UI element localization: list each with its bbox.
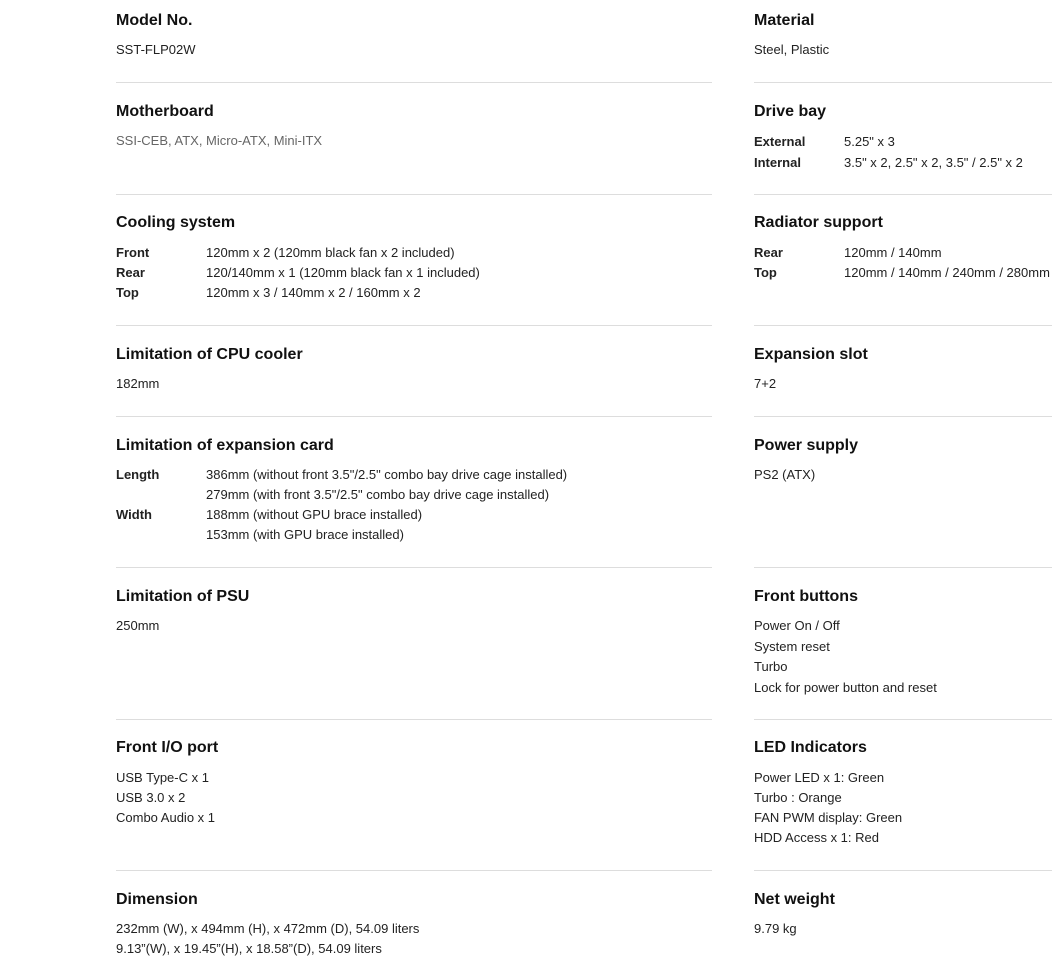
spec-row — [754, 263, 1050, 283]
spec-value: 120mm x 3 / 140mm x 2 / 160mm x 2 — [206, 285, 421, 300]
spec-title: Front I/O port — [116, 739, 219, 756]
divider — [116, 194, 712, 195]
spec-value: Turbo : Orange — [754, 790, 842, 805]
spec-row — [116, 505, 567, 525]
spec-title: Expansion slot — [754, 346, 868, 363]
divider — [116, 82, 712, 83]
spec-dimension — [116, 879, 712, 971]
spec-body — [116, 243, 480, 303]
spec-net-weight — [754, 879, 1052, 971]
spec-body — [754, 243, 1050, 283]
spec-front-io-port — [116, 727, 712, 870]
spec-value: 182mm — [116, 376, 160, 391]
spec-power-supply — [754, 425, 1052, 567]
spec-title: LED Indicators — [754, 739, 867, 756]
spec-value: 3.5" x 2, 2.5" x 2, 3.5" / 2.5" x 2 — [844, 155, 1023, 170]
spec-value: System reset — [754, 638, 830, 654]
spec-key — [116, 525, 206, 545]
spec-row — [116, 263, 480, 283]
divider — [754, 719, 1052, 720]
spec-value: 9.79 kg — [754, 921, 797, 936]
divider — [754, 82, 1052, 83]
spec-body — [116, 465, 567, 545]
spec-value: FAN PWM display: Green — [754, 810, 903, 825]
spec-value: 188mm (without GPU brace installed) — [206, 507, 423, 522]
spec-body — [116, 374, 159, 394]
spec-key: Width — [116, 507, 152, 522]
spec-expansion-slot — [754, 334, 1052, 416]
divider — [116, 325, 712, 326]
spec-drive-bay — [754, 91, 1052, 194]
spec-key: Rear — [116, 265, 145, 280]
spec-led-indicators — [754, 727, 1052, 870]
spec-value: SST-FLP02W — [116, 42, 196, 57]
spec-value: 9.13”(W), x 19.45”(H), x 18.58”(D), 54.09 liters — [116, 941, 382, 956]
spec-value: 153mm (with GPU brace installed) — [206, 527, 404, 542]
spec-key: Internal — [754, 155, 801, 170]
spec-value: 279mm (with front 3.5"/2.5" combo bay drive cage installed) — [206, 487, 550, 502]
spec-key: Top — [116, 285, 139, 300]
spec-front-buttons — [754, 576, 1052, 719]
spec-body — [754, 374, 776, 394]
spec-row — [116, 243, 480, 263]
spec-title: Dimension — [116, 891, 198, 908]
spec-value: USB 3.0 x 2 — [116, 790, 186, 805]
spec-title: Cooling system — [116, 214, 236, 231]
spec-body — [754, 40, 829, 60]
spec-value: Steel, Plastic — [754, 42, 830, 57]
spec-title: Front buttons — [754, 588, 858, 605]
divider — [754, 325, 1052, 326]
spec-title: Limitation of expansion card — [116, 437, 334, 454]
spec-title: Net weight — [754, 891, 835, 908]
spec-value: 7+2 — [754, 376, 777, 391]
spec-expansion-card-limit — [116, 425, 712, 567]
spec-body — [116, 919, 419, 959]
spec-value: 232mm (W), x 494mm (H), x 472mm (D), 54.09 liters — [116, 921, 420, 936]
spec-body — [754, 131, 1023, 173]
spec-row — [754, 243, 1050, 263]
spec-value: 120/140mm x 1 (120mm black fan x 1 included) — [206, 265, 480, 280]
spec-row — [754, 152, 1023, 173]
spec-body — [754, 768, 902, 848]
spec-key: Top — [754, 265, 777, 280]
spec-title: Model No. — [116, 12, 193, 29]
spec-key: Front — [116, 245, 150, 260]
divider — [754, 194, 1052, 195]
divider — [754, 416, 1052, 417]
spec-material — [754, 0, 1052, 82]
spec-key: Length — [116, 467, 160, 482]
spec-value: 5.25" x 3 — [844, 134, 895, 149]
spec-row — [116, 525, 567, 545]
spec-row — [116, 465, 567, 485]
spec-body — [116, 131, 322, 151]
spec-value: 250mm — [116, 618, 160, 633]
spec-row — [116, 485, 567, 505]
spec-motherboard — [116, 91, 712, 194]
spec-value: Combo Audio x 1 — [116, 810, 216, 825]
spec-title: Power supply — [754, 437, 859, 454]
spec-row — [754, 131, 1023, 152]
spec-value: Power On / Off — [754, 618, 840, 633]
divider — [116, 567, 712, 568]
spec-value: Lock for power button and reset — [754, 679, 937, 695]
spec-title: Limitation of CPU cooler — [116, 346, 303, 363]
spec-key — [116, 485, 206, 505]
spec-title: Material — [754, 12, 815, 29]
divider — [754, 567, 1052, 568]
spec-body — [116, 768, 215, 828]
spec-key: Rear — [754, 245, 783, 260]
spec-title: Limitation of PSU — [116, 588, 250, 605]
spec-value: HDD Access x 1: Red — [754, 830, 879, 845]
spec-value: Power LED x 1: Green — [754, 770, 885, 785]
spec-body — [754, 919, 797, 939]
spec-body — [116, 40, 195, 60]
spec-psu-limit — [116, 576, 712, 719]
spec-value: 120mm x 2 (120mm black fan x 2 included) — [206, 245, 455, 260]
spec-value: USB Type-C x 1 — [116, 770, 209, 785]
divider — [754, 870, 1052, 871]
spec-value: Turbo — [754, 659, 788, 674]
spec-body — [754, 616, 937, 698]
spec-body — [754, 465, 815, 485]
divider — [116, 719, 712, 720]
spec-body — [116, 616, 159, 636]
spec-value: 386mm (without front 3.5"/2.5" combo bay drive cage installed) — [206, 467, 568, 482]
spec-cooling-system — [116, 202, 712, 325]
spec-title: Motherboard — [116, 103, 214, 120]
spec-title: Drive bay — [754, 103, 827, 120]
spec-value: 120mm / 140mm — [844, 245, 942, 260]
spec-value: 120mm / 140mm / 240mm / 280mm — [844, 265, 1050, 280]
spec-radiator-support — [754, 202, 1052, 325]
spec-model-no — [116, 0, 712, 82]
spec-cpu-cooler-limit — [116, 334, 712, 416]
spec-row — [116, 283, 480, 303]
spec-key: External — [754, 134, 806, 149]
divider — [116, 416, 712, 417]
spec-value: PS2 (ATX) — [754, 467, 816, 482]
spec-value: SSI-CEB, ATX, Micro-ATX, Mini-ITX — [116, 133, 323, 148]
divider — [116, 870, 712, 871]
spec-title: Radiator support — [754, 214, 883, 231]
